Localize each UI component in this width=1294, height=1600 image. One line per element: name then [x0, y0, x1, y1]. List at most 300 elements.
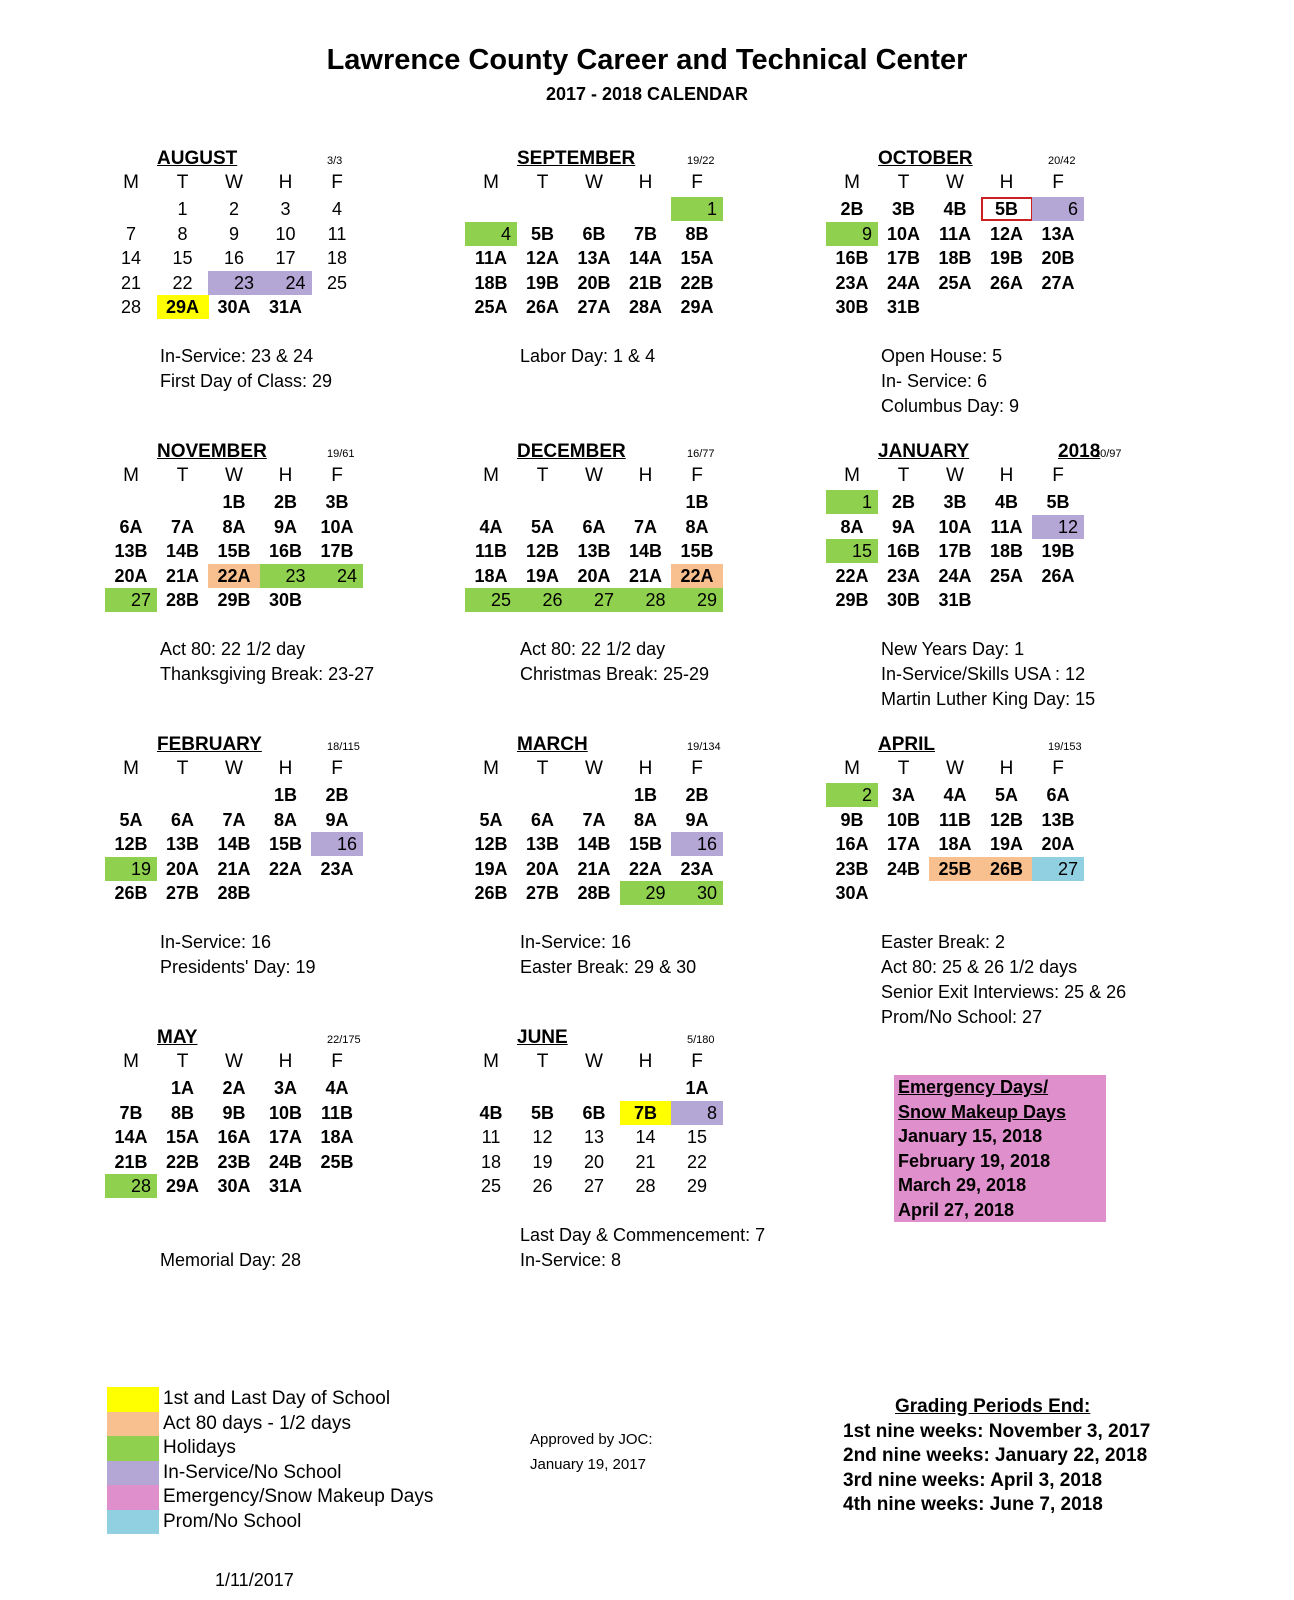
- calendar-day: 24B: [268, 1151, 303, 1172]
- calendar-day: 28B: [577, 883, 611, 903]
- calendar-day: 8B: [685, 223, 709, 244]
- calendar-day: [311, 588, 363, 612]
- calendar-day: 26A: [989, 272, 1024, 293]
- emergency-date: April 27, 2018: [898, 1199, 1015, 1220]
- calendar-day: 21A: [165, 565, 200, 586]
- month-notes: [160, 930, 316, 980]
- calendar-day: 22B: [165, 1151, 200, 1172]
- calendar-day: 27: [1032, 857, 1084, 881]
- calendar-day: 12A: [525, 248, 560, 268]
- calendar-day: [1032, 588, 1084, 612]
- calendar-day: 26B: [114, 883, 148, 903]
- calendar-day: 13B: [1041, 809, 1075, 830]
- calendar-day: 23: [208, 271, 260, 295]
- weekday-header: T: [176, 465, 189, 486]
- day-count: 19/61: [327, 448, 355, 460]
- calendar-day: 12B: [989, 809, 1024, 830]
- calendar-day: 1B: [273, 785, 297, 805]
- legend-item: [107, 1485, 527, 1510]
- calendar-day: 29: [671, 588, 723, 612]
- day-count: 16/77: [687, 448, 715, 460]
- calendar-day: 22A: [268, 858, 303, 879]
- grading-item: 1st nine weeks: November 3, 2017: [843, 1420, 1151, 1442]
- calendar-day: 16B: [268, 541, 303, 561]
- calendar-day: 20A: [114, 565, 148, 586]
- grading-item: 4th nine weeks: June 7, 2018: [843, 1494, 1103, 1515]
- calendar-day: 22: [172, 272, 193, 293]
- calendar-day: 13B: [577, 541, 611, 561]
- emergency-date: February 19, 2018: [898, 1150, 1051, 1171]
- calendar-day: 18B: [989, 541, 1024, 561]
- calendar-day: 9A: [325, 809, 349, 830]
- calendar-day: 15B: [268, 834, 303, 854]
- calendar-day: 17B: [938, 541, 972, 561]
- calendar-day: 2: [228, 199, 239, 219]
- calendar-day: 22A: [835, 565, 869, 586]
- weekday-header: T: [536, 758, 549, 779]
- note-line: Easter Break: 2: [881, 932, 1006, 952]
- calendar-day: 13B: [114, 541, 148, 561]
- calendar-day: 30B: [886, 590, 921, 610]
- legend-label: Prom/No School: [163, 1510, 302, 1532]
- note-line: Act 80: 22 1/2 day: [520, 639, 666, 659]
- note-line: Act 80: 22 1/2 day: [160, 639, 306, 659]
- month-notes: [520, 637, 709, 687]
- calendar-day: 10A: [320, 516, 354, 537]
- note-line: Thanksgiving Break: 23-27: [160, 664, 375, 684]
- calendar-day: 6: [1032, 197, 1084, 221]
- calendar-day: 16: [223, 248, 245, 268]
- calendar-day: 25: [326, 272, 348, 293]
- calendar-day: 4B: [994, 492, 1018, 512]
- calendar-day: 19B: [525, 272, 560, 293]
- month-notes: [520, 1223, 765, 1273]
- calendar-day: 3A: [273, 1078, 297, 1098]
- note-line: First Day of Class: 29: [160, 371, 333, 391]
- calendar-day: 5B: [530, 223, 554, 244]
- calendar-day: 8A: [840, 516, 864, 537]
- calendar-day: 1B: [633, 785, 657, 805]
- calendar-day: 6B: [582, 1102, 606, 1123]
- calendar-day: [878, 881, 930, 905]
- note-line: In-Service: 23 & 24: [160, 346, 314, 366]
- weekday-header: H: [999, 172, 1014, 193]
- calendar-day: [105, 783, 157, 807]
- calendar-day: 9B: [222, 1102, 246, 1123]
- emergency-days-box: [894, 1075, 1106, 1222]
- month-november: [105, 441, 417, 711]
- calendar-day: 1A: [685, 1078, 709, 1098]
- calendar-day: 9A: [273, 516, 297, 537]
- calendar-day: 26A: [1041, 565, 1075, 586]
- calendar-day: [105, 197, 157, 221]
- grading-title: Grading Periods End:: [895, 1396, 1091, 1417]
- calendar-day: [981, 881, 1033, 905]
- calendar-day: [157, 490, 209, 514]
- day-count: 19/134: [687, 741, 721, 753]
- calendar-day: 24B: [886, 858, 921, 879]
- weekday-header: F: [331, 172, 343, 193]
- month-notes: [160, 637, 374, 687]
- page-subtitle: 2017 - 2018 CALENDAR: [545, 84, 749, 104]
- calendar-day: 4: [331, 199, 342, 219]
- weekday-header: M: [844, 465, 860, 486]
- calendar-day: 21B: [114, 1151, 148, 1172]
- approval-note: [530, 1427, 653, 1477]
- calendar-day: 15A: [680, 248, 714, 268]
- calendar-day: [981, 295, 1033, 319]
- weekday-header: M: [123, 172, 139, 193]
- calendar-day: 21A: [577, 858, 611, 879]
- weekday-header: T: [176, 758, 189, 779]
- calendar-day: 22: [686, 1151, 708, 1172]
- month-year: 2018: [1058, 441, 1101, 462]
- legend-swatch: [107, 1412, 159, 1437]
- calendar-day: 31A: [268, 1176, 303, 1196]
- calendar-day: 23A: [886, 565, 921, 586]
- weekday-header: W: [225, 172, 243, 193]
- calendar-day: 11: [481, 1127, 501, 1147]
- month-september: [465, 148, 777, 418]
- calendar-day: 19A: [989, 834, 1024, 854]
- note-line: In-Service: 16: [520, 932, 632, 952]
- calendar-day: 29: [620, 881, 672, 905]
- note-line: Presidents' Day: 19: [160, 957, 316, 977]
- calendar-day: 6A: [1046, 785, 1070, 805]
- weekday-header: M: [844, 758, 860, 779]
- calendar-day: 14B: [217, 834, 251, 854]
- calendar-day: 20A: [577, 565, 611, 586]
- calendar-day: 15: [172, 248, 193, 268]
- weekday-header: H: [638, 1051, 653, 1072]
- calendar-day: 14: [120, 248, 142, 268]
- weekday-header: W: [225, 465, 243, 486]
- calendar-day: 29A: [157, 295, 209, 319]
- calendar-day: 30B: [835, 297, 869, 317]
- calendar-day: [157, 783, 209, 807]
- calendar-day: 17: [275, 248, 296, 268]
- note-line: [160, 1223, 301, 1248]
- calendar-day: 30B: [268, 590, 303, 610]
- calendar-day: 4B: [479, 1102, 503, 1123]
- calendar-day: 14B: [165, 541, 200, 561]
- calendar-day: 7A: [222, 809, 246, 830]
- calendar-day: 28A: [628, 297, 663, 317]
- calendar-day: 12: [532, 1127, 553, 1147]
- weekday-header: F: [691, 172, 703, 193]
- calendar-day: 23A: [320, 858, 354, 879]
- calendar-day: 18: [326, 248, 348, 268]
- calendar-day: 29B: [217, 590, 251, 610]
- legend-label: Emergency/Snow Makeup Days: [163, 1486, 434, 1507]
- calendar-day: 26B: [981, 857, 1033, 881]
- calendar-day: [465, 490, 517, 514]
- legend-item: [107, 1387, 527, 1412]
- weekday-header: M: [483, 465, 499, 486]
- legend-swatch: [107, 1387, 159, 1412]
- calendar-day: [620, 490, 672, 514]
- weekday-header: H: [278, 465, 293, 486]
- calendar-day: 30A: [217, 297, 251, 317]
- calendar-day: 6B: [582, 223, 606, 244]
- calendar-day: 2: [826, 783, 878, 807]
- day-count: 20/42: [1048, 155, 1076, 167]
- note-line: Senior Exit Interviews: 25 & 26: [881, 982, 1127, 1002]
- calendar-day: 31B: [938, 590, 972, 610]
- calendar-day: 7B: [633, 223, 657, 244]
- calendar-day: 14B: [577, 834, 611, 854]
- grading-item: 2nd nine weeks: January 22, 2018: [843, 1445, 1148, 1466]
- calendar-day: 26: [517, 588, 569, 612]
- note-line: In-Service: 16: [160, 932, 272, 952]
- calendar-day: 26: [532, 1176, 553, 1196]
- calendar-day: 9A: [891, 516, 915, 537]
- calendar-day: 19: [105, 857, 157, 881]
- calendar-day: [517, 783, 569, 807]
- calendar-day: 31A: [268, 297, 303, 317]
- calendar-day: 5A: [119, 809, 143, 830]
- calendar-day: [568, 1076, 620, 1100]
- calendar-day: 7B: [620, 1101, 672, 1125]
- calendar-day: 27: [583, 1176, 605, 1196]
- calendar-day: 15: [686, 1127, 708, 1147]
- emergency-date: March 29, 2018: [898, 1175, 1027, 1195]
- weekday-header: F: [691, 465, 703, 486]
- calendar-day: 3: [280, 199, 291, 219]
- calendar-day: 9A: [685, 809, 709, 830]
- calendar-day: 21A: [628, 565, 663, 586]
- calendar-day: 6A: [582, 516, 606, 537]
- calendar-day: 9: [228, 223, 239, 244]
- calendar-day: 18B: [474, 272, 508, 293]
- calendar-day: 5B: [981, 197, 1033, 221]
- weekday-header: W: [585, 1051, 603, 1072]
- calendar-day: [620, 1076, 672, 1100]
- weekday-header: M: [483, 1051, 499, 1072]
- calendar-day: 30: [671, 881, 723, 905]
- note-line: Columbus Day: 9: [881, 396, 1020, 416]
- legend-label: Holidays: [163, 1437, 236, 1458]
- calendar-day: [105, 1076, 157, 1100]
- calendar-day: 8A: [222, 516, 246, 537]
- calendar-day: 19B: [989, 248, 1024, 268]
- calendar-day: [1032, 295, 1084, 319]
- legend-label: Act 80 days - 1/2 days: [163, 1412, 351, 1434]
- grading-item: 3rd nine weeks: April 3, 2018: [843, 1469, 1103, 1491]
- calendar-day: [465, 197, 517, 221]
- weekday-header: M: [483, 172, 499, 193]
- calendar-day: 15B: [628, 834, 663, 854]
- calendar-day: 12B: [114, 834, 148, 854]
- calendar-day: 11: [327, 223, 347, 244]
- calendar-day: 29A: [680, 297, 714, 317]
- month-october: [826, 148, 1138, 418]
- calendar-day: [568, 783, 620, 807]
- month-name: AUGUST: [157, 148, 238, 169]
- calendar-day: 21A: [217, 858, 251, 879]
- calendar-day: 27: [568, 588, 620, 612]
- calendar-day: [517, 490, 569, 514]
- calendar-day: 19: [532, 1151, 553, 1172]
- calendar-day: 27A: [1041, 272, 1075, 293]
- weekday-header: T: [536, 172, 549, 193]
- calendar-day: 8: [671, 1101, 723, 1125]
- calendar-day: 25A: [938, 272, 972, 293]
- calendar-day: 15B: [217, 541, 251, 561]
- month-name: JANUARY: [878, 441, 970, 462]
- calendar-day: 20A: [1041, 834, 1075, 854]
- calendar-day: 20A: [525, 858, 560, 879]
- weekday-header: T: [176, 1051, 189, 1072]
- calendar-day: 19A: [474, 858, 508, 879]
- day-count: 19/22: [687, 155, 715, 167]
- month-name: MAY: [157, 1027, 198, 1048]
- calendar-day: 20: [583, 1151, 605, 1172]
- month-notes: [160, 344, 332, 394]
- calendar-day: 5A: [530, 516, 554, 537]
- note-line: Martin Luther King Day: 15: [881, 689, 1096, 709]
- legend-item: [107, 1510, 527, 1535]
- legend-item: [107, 1436, 527, 1461]
- calendar-day: 21: [120, 272, 142, 293]
- calendar-day: 4A: [943, 785, 967, 805]
- calendar-day: 10A: [938, 516, 972, 537]
- legend-swatch: [107, 1461, 159, 1486]
- emergency-date: January 15, 2018: [898, 1126, 1043, 1146]
- calendar-day: 11B: [938, 809, 972, 830]
- calendar-day: 27B: [165, 883, 200, 903]
- calendar-day: 17B: [320, 541, 354, 561]
- calendar-day: [311, 1174, 363, 1198]
- weekday-header: W: [585, 172, 603, 193]
- weekday-header: H: [278, 1051, 293, 1072]
- emergency-title-1: Emergency Days/: [898, 1077, 1049, 1097]
- weekday-header: F: [691, 1051, 703, 1072]
- calendar-day: 7A: [633, 516, 657, 537]
- calendar-day: 28: [120, 297, 142, 317]
- calendar-day: 1A: [170, 1078, 194, 1098]
- calendar-day: 1B: [685, 492, 709, 512]
- calendar-day: 5B: [530, 1102, 554, 1123]
- calendar-day: 20B: [577, 272, 611, 293]
- calendar-day: 25A: [989, 565, 1024, 586]
- weekday-header: W: [225, 758, 243, 779]
- calendar-day: 16A: [835, 834, 869, 854]
- note-line: Open House: 5: [881, 346, 1003, 366]
- calendar-day: 18A: [938, 834, 972, 854]
- calendar-day: 27A: [577, 297, 611, 317]
- calendar-day: 10B: [268, 1102, 303, 1123]
- calendar-day: 13A: [1041, 223, 1075, 244]
- note-line: Memorial Day: 28: [160, 1250, 302, 1270]
- calendar-day: 14: [635, 1127, 656, 1147]
- month-name: DECEMBER: [517, 441, 626, 462]
- calendar-day: 29A: [165, 1176, 200, 1196]
- calendar-day: 3B: [325, 492, 349, 512]
- calendar-day: 28B: [217, 883, 251, 903]
- calendar-day: 27: [105, 588, 157, 612]
- calendar-day: 28B: [165, 590, 200, 610]
- page-title: Lawrence County Career and Technical Center: [326, 44, 968, 76]
- day-count: 20/97: [1094, 448, 1122, 460]
- calendar-day: 2B: [685, 785, 709, 805]
- calendar-day: 29B: [835, 590, 869, 610]
- weekday-header: M: [844, 172, 860, 193]
- month-april: [826, 734, 1138, 1027]
- day-count: 22/175: [327, 1034, 361, 1046]
- calendar-day: 11A: [990, 516, 1023, 537]
- calendar-day: [981, 588, 1033, 612]
- calendar-day: 12B: [474, 834, 508, 854]
- calendar-day: 2A: [222, 1078, 246, 1098]
- calendar-day: 4: [465, 222, 517, 246]
- month-name: MARCH: [517, 734, 588, 755]
- calendar-day: 3B: [891, 199, 915, 219]
- calendar-day: 24A: [886, 272, 921, 293]
- weekday-header: F: [331, 465, 343, 486]
- weekday-header: M: [123, 465, 139, 486]
- weekday-header: T: [897, 758, 910, 779]
- calendar-day: [929, 881, 981, 905]
- note-line: Last Day & Commencement: 7: [520, 1225, 766, 1245]
- month-name: FEBRUARY: [157, 734, 262, 755]
- month-may: [105, 1027, 417, 1297]
- month-january: [826, 441, 1138, 711]
- note-line: Act 80: 25 & 26 1/2 days: [881, 957, 1078, 977]
- calendar-day: 16: [311, 832, 363, 856]
- calendar-day: 20A: [165, 858, 200, 879]
- weekday-header: F: [1052, 465, 1064, 486]
- weekday-header: F: [691, 758, 703, 779]
- legend-item: [107, 1412, 527, 1437]
- weekday-header: W: [946, 758, 964, 779]
- calendar-day: 10: [275, 223, 296, 244]
- calendar-day: 22A: [208, 564, 260, 588]
- calendar-day: [311, 881, 363, 905]
- calendar-day: 3A: [891, 785, 915, 805]
- calendar-day: 24: [260, 271, 312, 295]
- calendar-day: [1032, 881, 1084, 905]
- calendar-day: 25A: [474, 297, 508, 317]
- calendar-day: [465, 1076, 517, 1100]
- weekday-header: M: [123, 758, 139, 779]
- calendar-day: 15B: [680, 541, 714, 561]
- weekday-header: H: [638, 172, 653, 193]
- weekday-header: H: [999, 465, 1014, 486]
- calendar-day: [620, 197, 672, 221]
- calendar-day: 19A: [525, 565, 560, 586]
- day-count: 19/153: [1048, 741, 1082, 753]
- calendar-day: 24A: [938, 565, 972, 586]
- calendar-day: 27B: [525, 883, 560, 903]
- calendar-day: 14A: [628, 248, 663, 268]
- weekday-header: F: [1052, 172, 1064, 193]
- note-line: In-Service: 8: [520, 1250, 622, 1270]
- calendar-day: 6A: [119, 516, 143, 537]
- calendar-day: 11A: [938, 223, 972, 244]
- calendar-day: 16: [671, 832, 723, 856]
- calendar-day: 1: [671, 197, 723, 221]
- day-count: 18/115: [327, 741, 360, 753]
- calendar-day: 22A: [671, 564, 723, 588]
- grading-periods: [843, 1395, 1150, 1518]
- month-notes: [881, 637, 1095, 712]
- emergency-title-2: Snow Makeup Days: [898, 1101, 1067, 1122]
- calendar-day: [208, 783, 260, 807]
- calendar-day: 7A: [170, 516, 194, 537]
- calendar-day: 18A: [474, 565, 508, 586]
- revision-date: 1/11/2017: [215, 1570, 294, 1590]
